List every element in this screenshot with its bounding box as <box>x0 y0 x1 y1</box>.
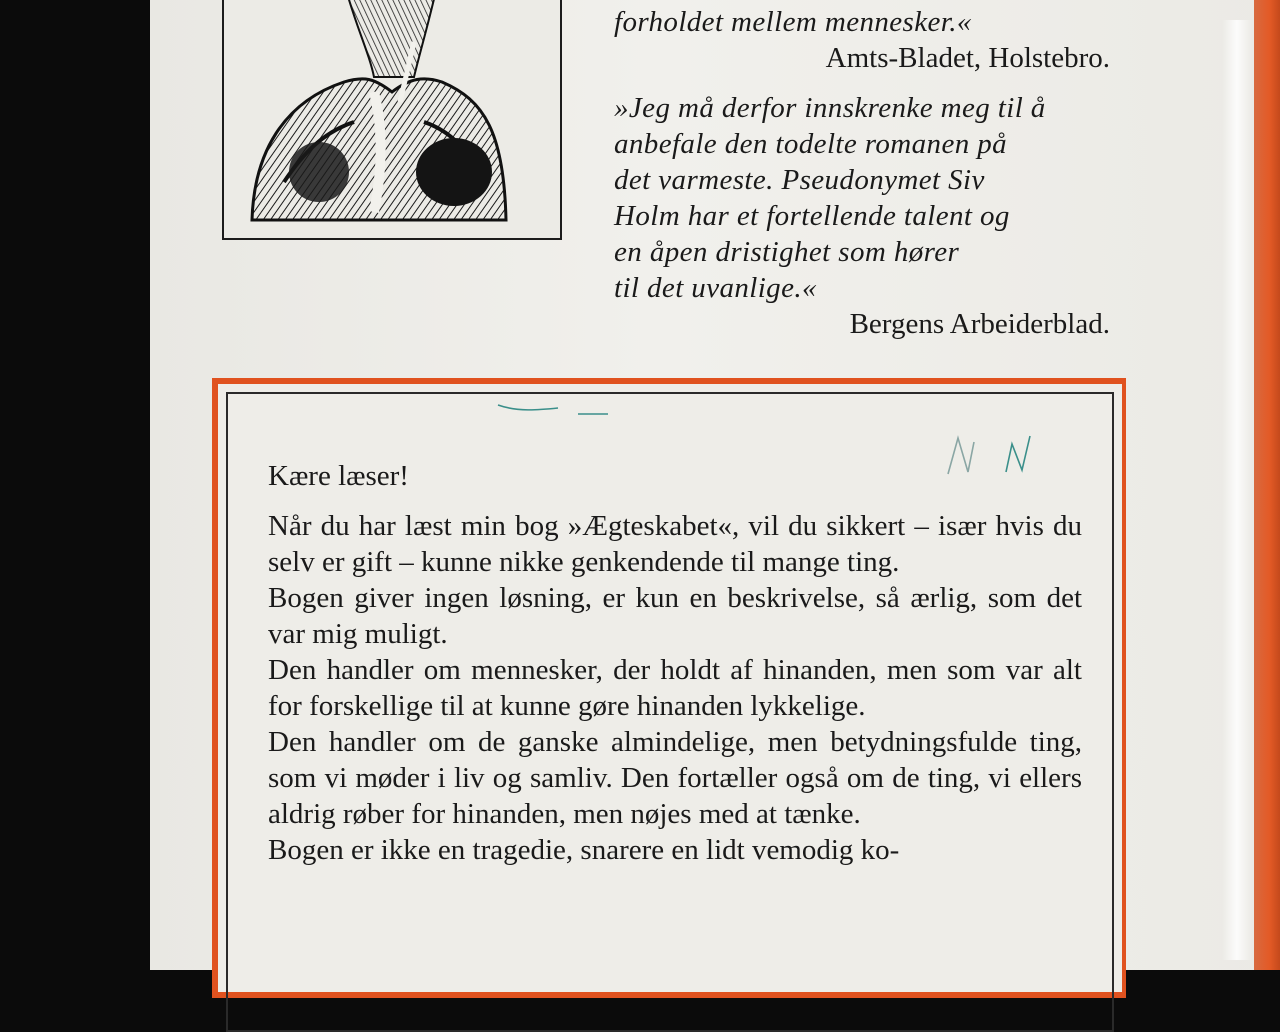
reader-letter-inner-frame <box>226 392 1114 1032</box>
quote-2-line: til det uvanlige.« <box>614 272 817 304</box>
reader-letter-box <box>212 378 1126 998</box>
quote-2-line: en åpen dristighet som hører <box>614 236 960 268</box>
author-portrait-illustration <box>222 0 562 240</box>
quote-1-source: Amts-Bladet, Holstebro. <box>825 42 1110 74</box>
quote-2-line: »Jeg må derfor innskrenke meg til å <box>614 92 1046 124</box>
review-quotes <box>614 0 1174 356</box>
cover-spine-edge <box>1254 0 1280 970</box>
letter-paragraph: Bogen er ikke en tragedie, snarere en lidt vemodig ko- <box>268 834 900 866</box>
letter-paragraph: Når du har læst min bog »Ægteskabet«, vil du sikkert – især hvis du selv er gift – kunne nikke genkendende til mange ting. <box>268 510 1082 578</box>
quote-2-source: Bergens Arbeiderblad. <box>849 308 1110 340</box>
letter-paragraph: Den handler om de ganske almindelige, men betydningsfulde ting, som vi møder i liv og samliv. Den fortæller også om de ting, vi ellers aldrig røber for hinanden, men nøjes med at tænke. <box>268 726 1082 830</box>
quote-2-line: det varmeste. Pseudonymet Siv <box>614 164 985 196</box>
quote-1-text: forholdet mellem mennesker.« <box>614 6 972 38</box>
quote-2-line: anbefale den todelte romanen på <box>614 128 1008 160</box>
quote-2-line: Holm har et fortellende talent og <box>614 200 1010 232</box>
glare-highlight <box>1222 20 1252 960</box>
letter-paragraph: Den handler om mennesker, der holdt af hinanden, men som var alt for forskellige til at kunne gøre hinanden lykkelige. <box>268 654 1082 722</box>
letter-greeting: Kære læser! <box>268 460 409 492</box>
letter-paragraph: Bogen giver ingen løsning, er kun en beskrivelse, så ærlig, som det var mig muligt. <box>268 582 1082 650</box>
